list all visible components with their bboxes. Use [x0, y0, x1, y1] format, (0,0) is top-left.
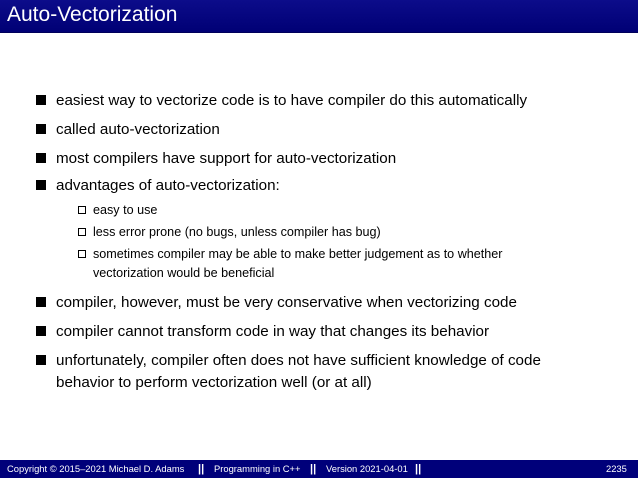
footer-copyright: Copyright © 2015–2021 Michael D. Adams: [7, 463, 185, 474]
footer-separator: ||: [310, 463, 317, 475]
bullet-text: compiler, however, must be very conservative when vectorizing code: [56, 294, 517, 311]
footer-page-number: 2235: [606, 463, 627, 474]
hollow-square-bullet-icon: [78, 228, 86, 236]
sub-bullet-text-continued: vectorization would be beneficial: [93, 266, 275, 280]
bullet-text: easiest way to vectorize code is to have compiler do this automatically: [56, 92, 528, 109]
square-bullet-icon: [36, 124, 46, 134]
sub-bullet-text: less error prone (no bugs, unless compiler has bug): [93, 225, 381, 239]
footer-separator: ||: [415, 463, 422, 475]
hollow-square-bullet-icon: [78, 250, 86, 258]
square-bullet-icon: [36, 180, 46, 190]
bullet-text: advantages of auto-vectorization:: [56, 177, 280, 194]
sub-bullet-text: sometimes compiler may be able to make better judgement as to whether: [93, 247, 503, 261]
square-bullet-icon: [36, 297, 46, 307]
slide-footer: [0, 460, 638, 478]
footer-course: Programming in C++: [214, 463, 301, 474]
square-bullet-icon: [36, 153, 46, 163]
bullet-text: compiler cannot transform code in way that changes its behavior: [56, 323, 490, 340]
square-bullet-icon: [36, 95, 46, 105]
hollow-square-bullet-icon: [78, 206, 86, 214]
bullet-text: most compilers have support for auto-vectorization: [56, 150, 397, 167]
footer-version: Version 2021-04-01: [326, 463, 408, 474]
sub-bullet-text: easy to use: [93, 203, 158, 217]
bullet-text: unfortunately, compiler often does not have sufficient knowledge of code: [56, 352, 541, 369]
square-bullet-icon: [36, 326, 46, 336]
slide-title: Auto-Vectorization: [7, 3, 178, 26]
square-bullet-icon: [36, 355, 46, 365]
bullet-text-continued: behavior to perform vectorization well (or at all): [56, 374, 372, 391]
footer-separator: ||: [198, 463, 205, 475]
bullet-text: called auto-vectorization: [56, 121, 220, 138]
